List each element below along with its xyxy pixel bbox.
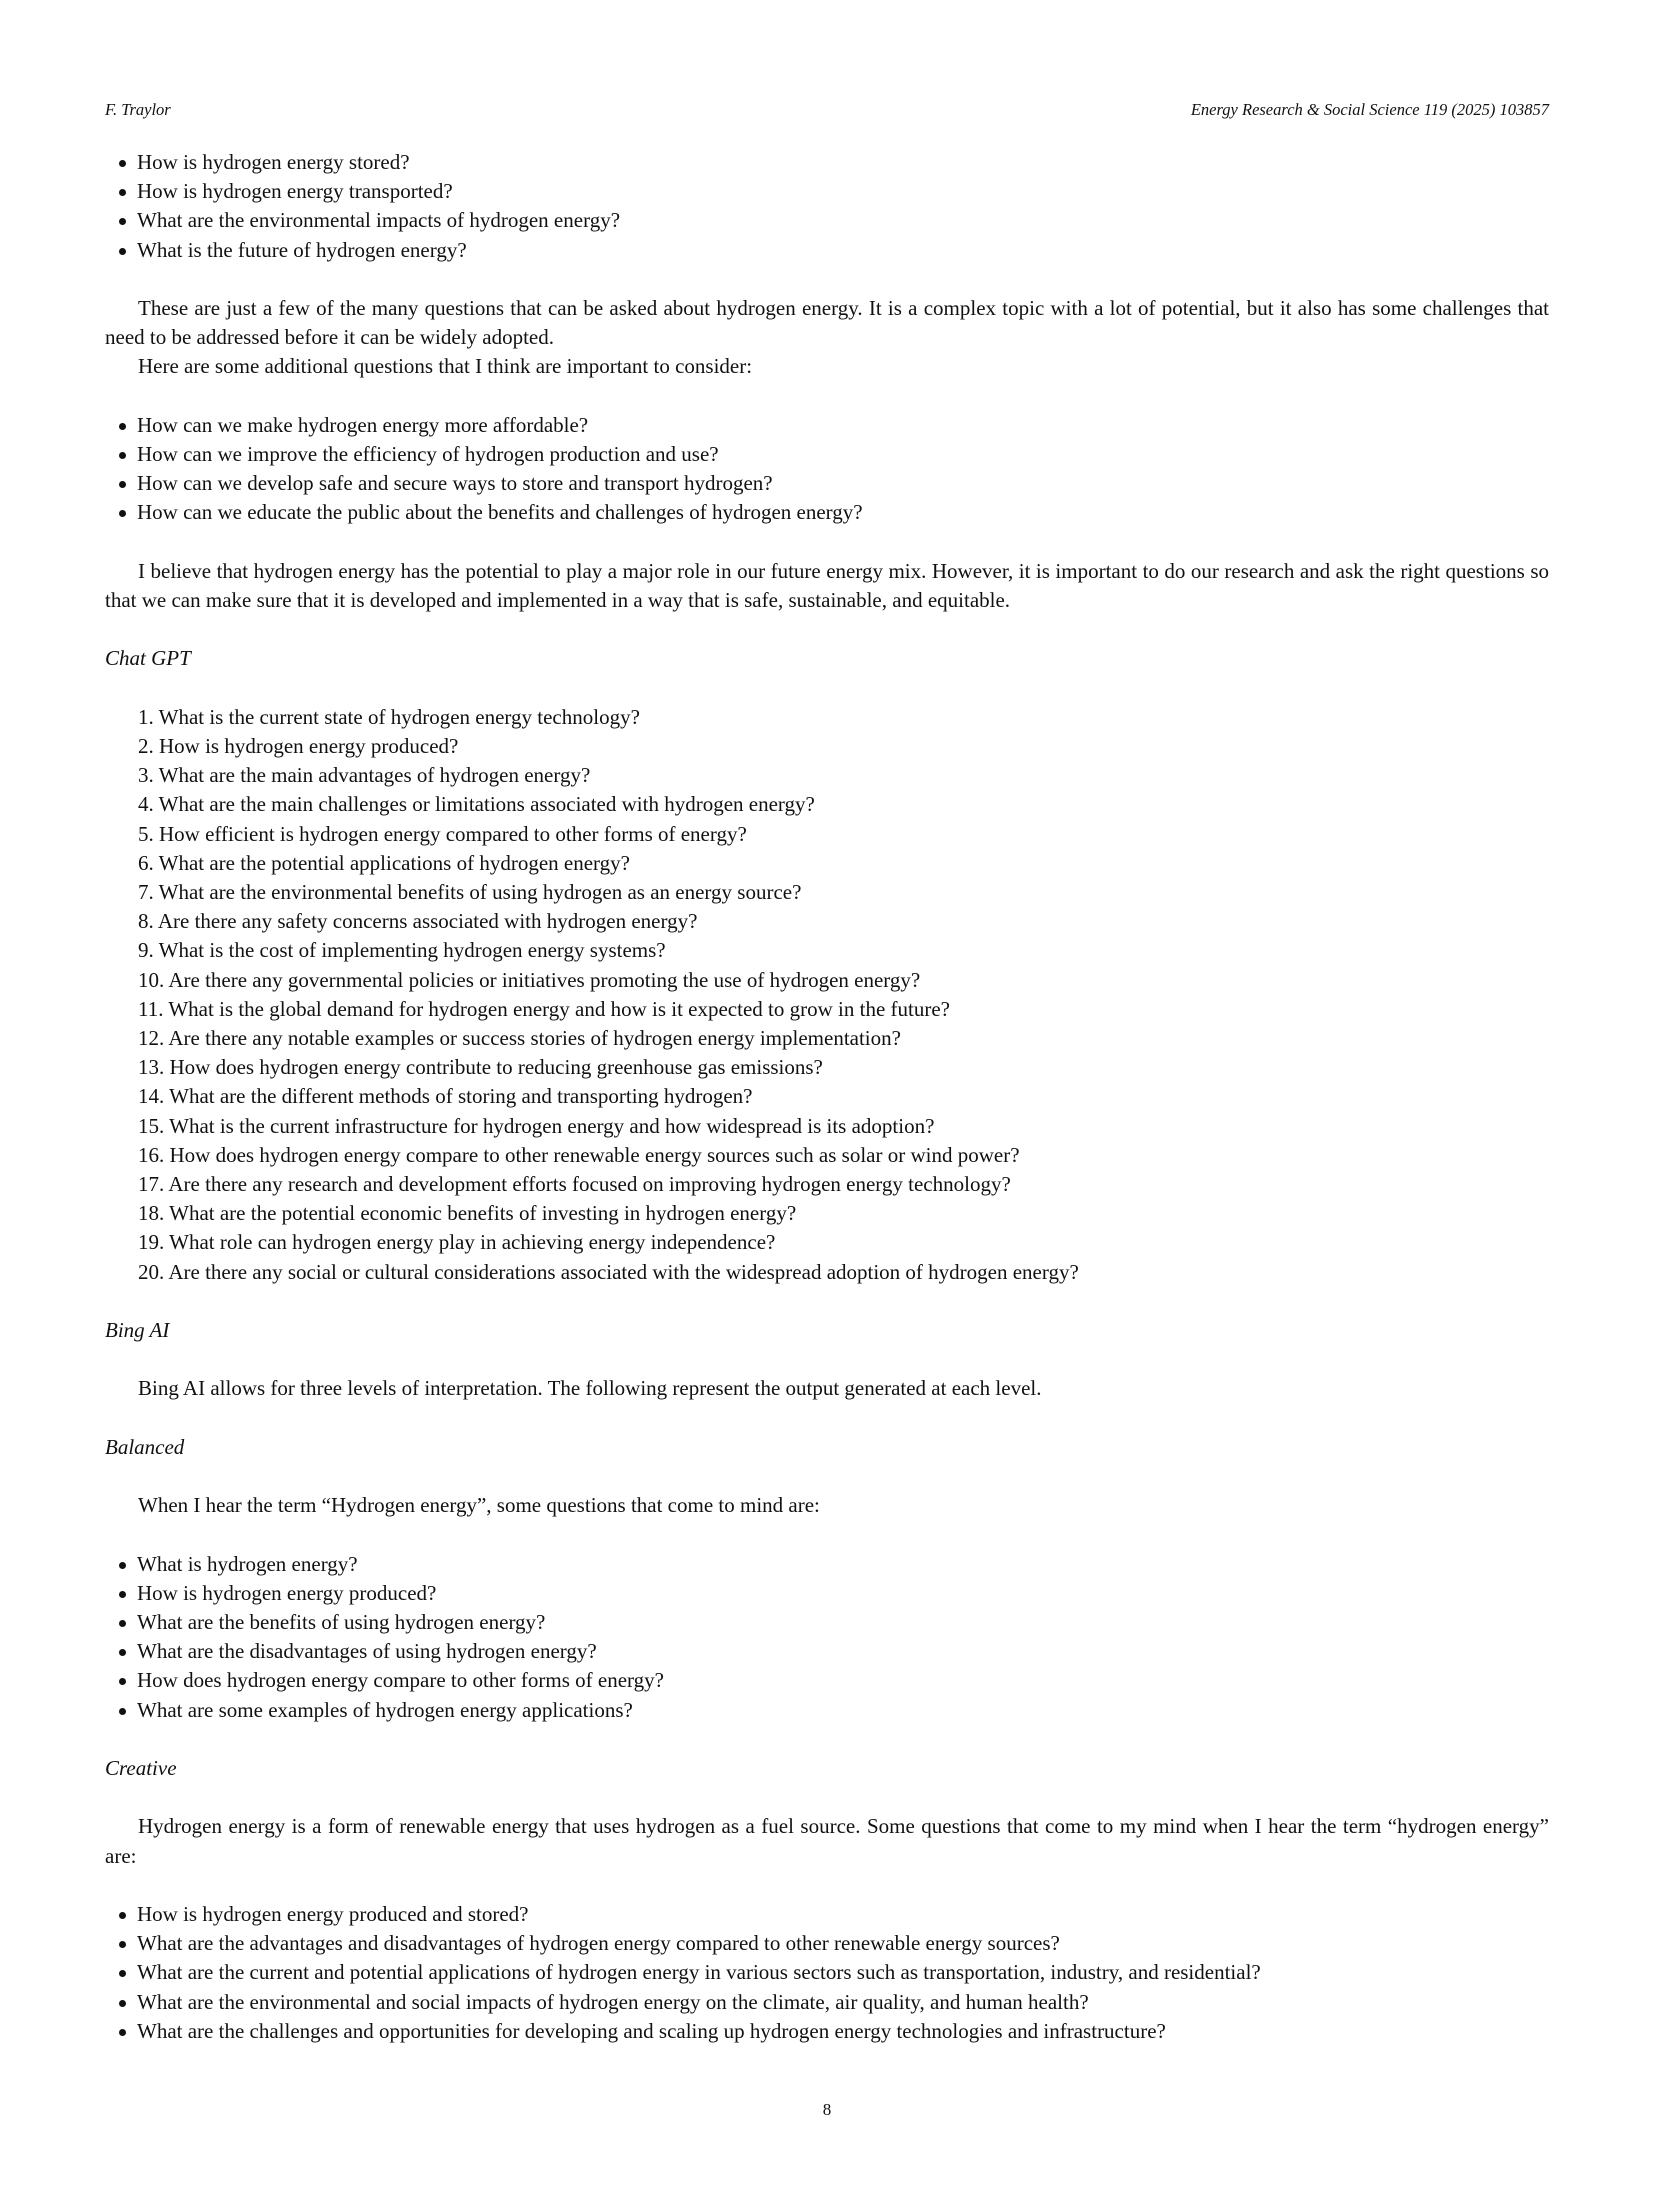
- list-item: What are the environmental and social impacts of hydrogen energy on the climate, air quality, and human health?: [105, 1988, 1549, 2017]
- paragraph: Bing AI allows for three levels of interpretation. The following represent the output generated at each level.: [138, 1376, 1042, 1401]
- list-item: What is hydrogen energy?: [105, 1550, 1549, 1579]
- article-page: [105, 0, 1549, 2205]
- section-heading-balanced: Balanced: [105, 1434, 185, 1459]
- list-item: What is the future of hydrogen energy?: [105, 236, 1549, 265]
- list-item: How can we educate the public about the benefits and challenges of hydrogen energy?: [105, 498, 1549, 527]
- list-item: 1. What is the current state of hydrogen energy technology?: [138, 704, 640, 729]
- section-heading-chatgpt: Chat GPT: [105, 646, 191, 671]
- list-item: What are the disadvantages of using hydrogen energy?: [105, 1637, 1549, 1666]
- list-item: 11. What is the global demand for hydrogen energy and how is it expected to grow in the future?: [138, 996, 950, 1021]
- page-number: 8: [822, 2100, 832, 2119]
- list-item: 19. What role can hydrogen energy play in achieving energy independence?: [138, 1230, 776, 1255]
- bullet-list-balanced: [105, 1550, 1549, 1725]
- page-content: [105, 148, 1549, 2046]
- list-item: 12. Are there any notable examples or success stories of hydrogen energy implementation?: [138, 1026, 901, 1051]
- list-item: What are the current and potential applications of hydrogen energy in various sectors such as transportation, industry, and residential?: [105, 1958, 1549, 1987]
- paragraph: Here are some additional questions that I think are important to consider:: [138, 354, 753, 379]
- list-item: How is hydrogen energy produced and stored?: [105, 1900, 1549, 1929]
- list-item: 15. What is the current infrastructure for hydrogen energy and how widespread is its adoption?: [138, 1113, 935, 1138]
- list-item: 2. How is hydrogen energy produced?: [138, 733, 459, 758]
- list-item: 20. Are there any social or cultural considerations associated with the widespread adoption of hydrogen energy?: [138, 1259, 1079, 1284]
- list-item: 5. How efficient is hydrogen energy compared to other forms of energy?: [138, 821, 747, 846]
- list-item: What are the environmental impacts of hydrogen energy?: [105, 206, 1549, 235]
- numbered-list-chatgpt: [105, 703, 1549, 1287]
- list-item: 13. How does hydrogen energy contribute to reducing greenhouse gas emissions?: [138, 1055, 823, 1080]
- list-item: What are the advantages and disadvantages of hydrogen energy compared to other renewable energy sources?: [105, 1929, 1549, 1958]
- paragraph: I believe that hydrogen energy has the potential to play a major role in our future energy mix. However, it is important to do our research and ask the right questions so that we can make sure that it is developed and implemented in a way that is safe, sustainable, and equitable.: [105, 558, 1549, 612]
- list-item: 7. What are the environmental benefits of using hydrogen as an energy source?: [138, 880, 802, 904]
- section-heading-bing-ai: Bing AI: [105, 1318, 170, 1343]
- list-item: What are the challenges and opportunities for developing and scaling up hydrogen energy technologies and infrastructure?: [105, 2017, 1549, 2046]
- list-item: How is hydrogen energy transported?: [105, 177, 1549, 206]
- section-heading-creative: Creative: [105, 1756, 177, 1780]
- list-item: What are some examples of hydrogen energy applications?: [105, 1696, 1549, 1725]
- list-item: How is hydrogen energy stored?: [105, 148, 1549, 177]
- running-header: [105, 98, 1549, 122]
- list-item: 17. Are there any research and development efforts focused on improving hydrogen energy technology?: [138, 1172, 1011, 1197]
- list-item: 8. Are there any safety concerns associated with hydrogen energy?: [138, 909, 698, 934]
- list-item: What are the benefits of using hydrogen energy?: [105, 1608, 1549, 1637]
- bullet-list-additional-questions: [105, 411, 1549, 528]
- paragraph: When I hear the term “Hydrogen energy”, some questions that come to mind are:: [138, 1493, 820, 1518]
- list-item: 6. What are the potential applications of hydrogen energy?: [138, 850, 630, 875]
- running-head-author: F. Traylor: [105, 100, 171, 119]
- list-item: 9. What is the cost of implementing hydrogen energy systems?: [138, 938, 666, 963]
- bullet-list-hydrogen-questions: [105, 148, 1549, 265]
- list-item: 3. What are the main advantages of hydrogen energy?: [138, 763, 591, 788]
- running-head-journal: Energy Research & Social Science 119 (2025) 103857: [1190, 100, 1549, 119]
- list-item: 16. How does hydrogen energy compare to other renewable energy sources such as solar or wind power?: [138, 1142, 1020, 1167]
- list-item: 10. Are there any governmental policies or initiatives promoting the use of hydrogen energy?: [138, 967, 921, 992]
- list-item: 4. What are the main challenges or limitations associated with hydrogen energy?: [138, 792, 815, 817]
- paragraph: These are just a few of the many questions that can be asked about hydrogen energy. It is a complex topic with a lot of potential, but it also has some challenges that need to be addressed before it can be widely adopted.: [105, 296, 1549, 350]
- list-item: 18. What are the potential economic benefits of investing in hydrogen energy?: [138, 1201, 797, 1226]
- paragraph: Hydrogen energy is a form of renewable energy that uses hydrogen as a fuel source. Some questions that come to my mind when I hear the term “hydrogen energy” are:: [105, 1814, 1549, 1868]
- list-item: How is hydrogen energy produced?: [105, 1579, 1549, 1608]
- list-item: How can we develop safe and secure ways to store and transport hydrogen?: [105, 469, 1549, 498]
- list-item: 14. What are the different methods of storing and transporting hydrogen?: [138, 1084, 753, 1109]
- list-item: How can we improve the efficiency of hydrogen production and use?: [105, 440, 1549, 469]
- bullet-list-creative: [105, 1900, 1549, 2046]
- list-item: How does hydrogen energy compare to other forms of energy?: [105, 1666, 1549, 1695]
- list-item: How can we make hydrogen energy more affordable?: [105, 411, 1549, 440]
